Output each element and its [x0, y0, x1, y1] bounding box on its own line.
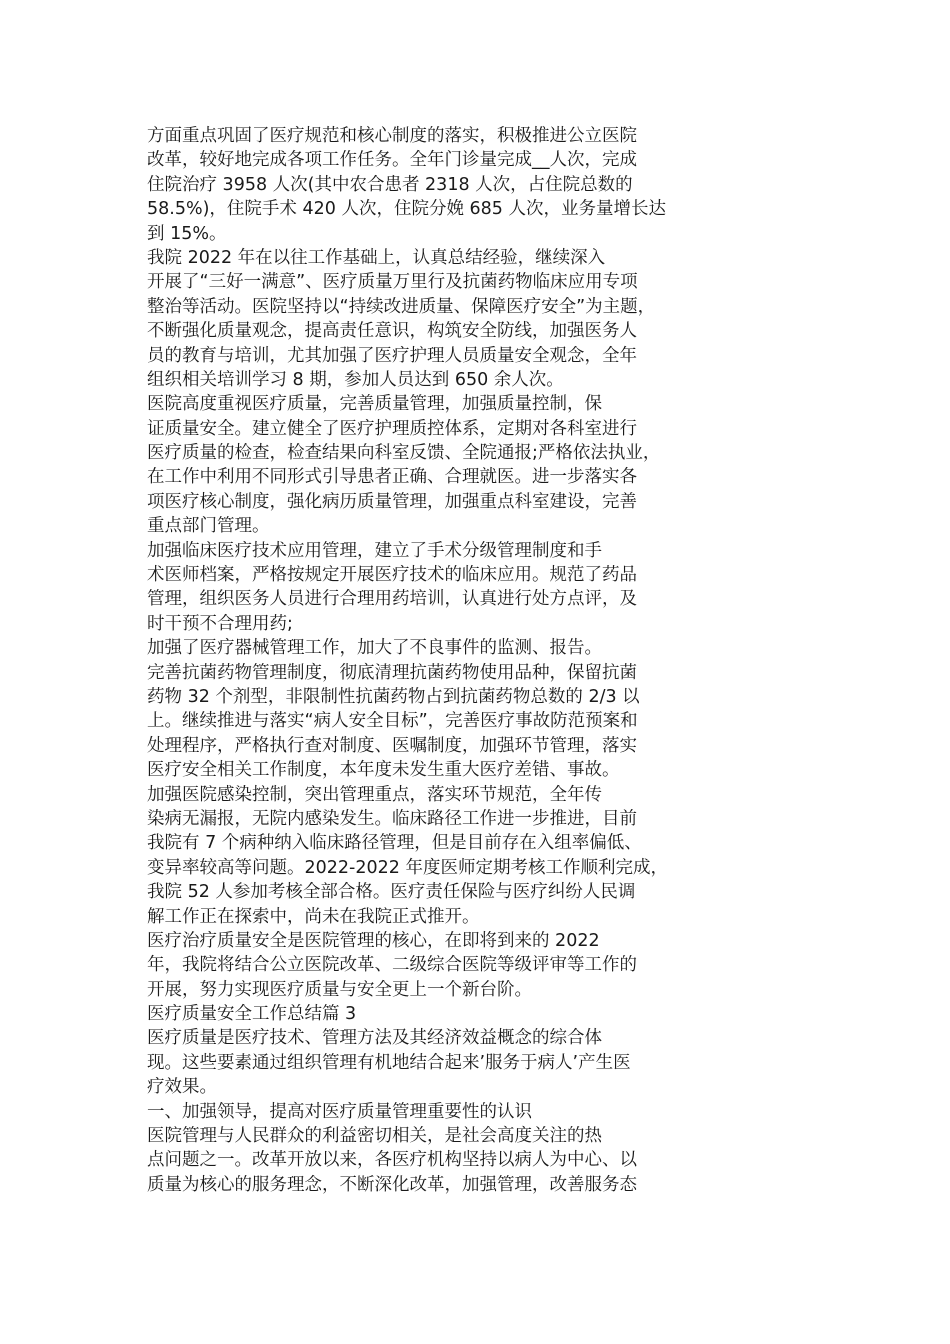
text-line: 到 15%。 — [147, 223, 227, 244]
text-line: 住院治疗 3958 人次(其中农合患者 2318 人次，占住院总数的 — [147, 174, 633, 195]
text-line: 员的教育与培训，尤其加强了医疗护理人员质量安全观念，全年 — [147, 345, 637, 366]
document-body — [147, 124, 747, 1197]
text-line: 方面重点巩固了医疗规范和核心制度的落实，积极推进公立医院 — [147, 126, 637, 146]
text-line: 58.5%)，住院手术 420 人次，住院分娩 685 人次，业务量增长达 — [147, 199, 666, 220]
text-line: 不断强化质量观念，提高责任意识，构筑安全防线，加强医务人 — [147, 321, 637, 342]
text-line: 医疗安全相关工作制度，本年度未发生重大医疗差错、事故。 — [147, 760, 620, 781]
text-line: 医疗质量是医疗技术、管理方法及其经济效益概念的综合体 — [147, 1028, 602, 1049]
text-line: 组织相关培训学习 8 期，参加人员达到 650 余人次。 — [147, 369, 564, 390]
text-line: 加强了医疗器械管理工作，加大了不良事件的监测、报告。 — [147, 638, 602, 659]
text-line: 开展，努力实现医疗质量与安全更上一个新台阶。 — [147, 979, 532, 1000]
text-line: 解工作正在探索中，尚未在我院正式推开。 — [147, 906, 480, 927]
text-line: 管理，组织医务人员进行合理用药培训，认真进行处方点评，及 — [147, 589, 637, 610]
text-line: 整治等活动。医院坚持以“持续改进质量、保障医疗安全”为主题， — [147, 296, 656, 317]
text-line: 我院 52 人参加考核全部合格。医疗责任保险与医疗纠纷人民调 — [147, 882, 636, 903]
text-line: 医疗质量的检查，检查结果向科室反馈、全院通报;严格依法执业， — [147, 443, 661, 464]
text-line: 加强临床医疗技术应用管理，建立了手术分级管理制度和手 — [147, 540, 602, 561]
text-line: 加强医院感染控制，突出管理重点，落实环节规范，全年传 — [147, 784, 602, 805]
text-line: 医院管理与人民群众的利益密切相关，是社会高度关注的热 — [147, 1126, 602, 1147]
text-line: 处理程序，严格执行查对制度、医嘱制度，加强环节管理，落实 — [147, 735, 637, 756]
text-line: 证质量安全。建立健全了医疗护理质控体系，定期对各科室进行 — [147, 418, 637, 439]
text-line: 质量为核心的服务理念，不断深化改革，加强管理，改善服务态 — [147, 1174, 637, 1195]
text-line: 我院 2022 年在以往工作基础上，认真总结经验，继续深入 — [147, 247, 606, 268]
text-line: 改革，较好地完成各项工作任务。全年门诊量完成__人次，完成 — [147, 150, 637, 171]
text-line: 开展了“三好一满意”、医疗质量万里行及抗菌药物临床应用专项 — [147, 272, 638, 293]
text-line: 染病无漏报，无院内感染发生。临床路径工作进一步推进，目前 — [147, 808, 637, 829]
text-line: 现。这些要素通过组织管理有机地结合起来’服务于病人’产生医 — [147, 1052, 631, 1073]
text-line: 年，我院将结合公立医院改革、二级综合医院等级评审等工作的 — [147, 955, 637, 976]
text-line: 点问题之一。改革开放以来，各医疗机构坚持以病人为中心、以 — [147, 1150, 637, 1171]
text-line: 在工作中利用不同形式引导患者正确、合理就医。进一步落实各 — [147, 467, 637, 488]
section-heading: 医疗质量安全工作总结篇 3 — [147, 1004, 357, 1025]
text-line: 时干预不合理用药; — [147, 613, 293, 634]
text-line: 药物 32 个剂型，非限制性抗菌药物占到抗菌药物总数的 2/3 以 — [147, 686, 640, 707]
subsection-heading: 一、加强领导，提高对医疗质量管理重要性的认识 — [147, 1101, 532, 1122]
text-line: 疗效果。 — [147, 1077, 217, 1098]
text-line: 重点部门管理。 — [147, 516, 270, 537]
text-line: 项医疗核心制度，强化病历质量管理，加强重点科室建设，完善 — [147, 491, 637, 512]
text-line: 我院有 7 个病种纳入临床路径管理，但是目前存在入组率偏低、 — [147, 833, 642, 854]
text-line: 术医师档案，严格按规定开展医疗技术的临床应用。规范了药品 — [147, 565, 637, 586]
text-line: 医院高度重视医疗质量，完善质量管理，加强质量控制，保 — [147, 394, 602, 415]
text-line: 上。继续推进与落实“病人安全目标”，完善医疗事故防范预案和 — [147, 711, 638, 732]
text-line: 医疗治疗质量安全是医院管理的核心，在即将到来的 2022 — [147, 930, 600, 951]
text-line: 变异率较高等问题。2022-2022 年度医师定期考核工作顺利完成， — [147, 857, 668, 878]
text-line: 完善抗菌药物管理制度，彻底清理抗菌药物使用品种，保留抗菌 — [147, 662, 637, 683]
